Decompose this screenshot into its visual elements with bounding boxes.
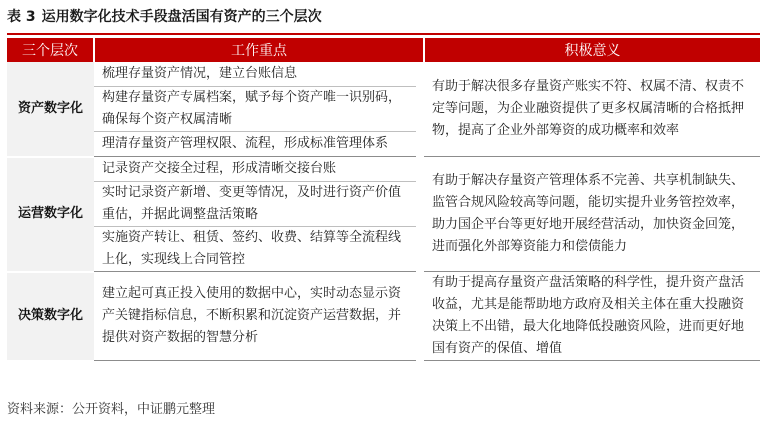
- levels-table: [7, 38, 760, 362]
- top-rule: [7, 33, 760, 35]
- significance-cell: 有助于解决很多存量资产账实不符、权属不清、权责不定等问题，为企业融资提供了更多权属清晰的合格抵押物，提高了企业外部筹资的成功概率和效率: [424, 62, 760, 157]
- table-title-text: 运用数字化技术手段盘活国有资产的三个层次: [41, 9, 322, 25]
- focus-item: 实施资产转让、租赁、签约、收费、结算等全流程线上化，实现线上合同管控: [94, 227, 416, 272]
- table-row: [7, 157, 760, 182]
- focus-item: 理清存量资产管理权限、流程，形成标准管理体系: [94, 132, 416, 157]
- header-levels: 三个层次: [7, 38, 94, 62]
- table-row: [7, 272, 760, 361]
- category-cell: 决策数字化: [7, 272, 94, 361]
- table-row: [7, 62, 760, 87]
- category-cell: 运营数字化: [7, 157, 94, 272]
- header-significance: 积极意义: [424, 38, 760, 62]
- header-row: [7, 38, 760, 62]
- focus-item: 梳理存量资产情况，建立台账信息: [94, 62, 416, 87]
- column-gap: [416, 62, 424, 157]
- focus-item: 记录资产交接全过程，形成清晰交接台账: [94, 157, 416, 182]
- table-title: [7, 6, 322, 26]
- header-focus: 工作重点: [94, 38, 424, 62]
- focus-item: 实时记录资产新增、变更等情况，及时进行资产价值重估，并据此调整盘活策略: [94, 182, 416, 227]
- column-gap: [416, 272, 424, 361]
- column-gap: [416, 157, 424, 272]
- significance-cell: 有助于解决存量资产管理体系不完善、共享机制缺失、监管合规风险较高等问题，能切实提升业务管控效率，助力国企平台等更好地开展经营活动，加快资金回笼，进而强化外部筹资能力和偿债能力: [424, 157, 760, 272]
- focus-item: 建立起可真正投入使用的数据中心，实时动态显示资产关键指标信息，不断积累和沉淀资产运营数据，并提供对资产数据的智慧分析: [94, 272, 416, 361]
- source-note: 资料来源：公开资料，中证鹏元整理: [7, 402, 216, 417]
- focus-item: 构建存量资产专属档案，赋予每个资产唯一识别码，确保每个资产权属清晰: [94, 87, 416, 132]
- significance-cell: 有助于提高存量资产盘活策略的科学性，提升资产盘活收益，尤其是能帮助地方政府及相关主体在重大投融资决策上不出错，最大化地降低投融资风险，进而更好地国有资产的保值、增值: [424, 272, 760, 361]
- table-number: 表 3: [7, 9, 36, 25]
- category-cell: 资产数字化: [7, 62, 94, 157]
